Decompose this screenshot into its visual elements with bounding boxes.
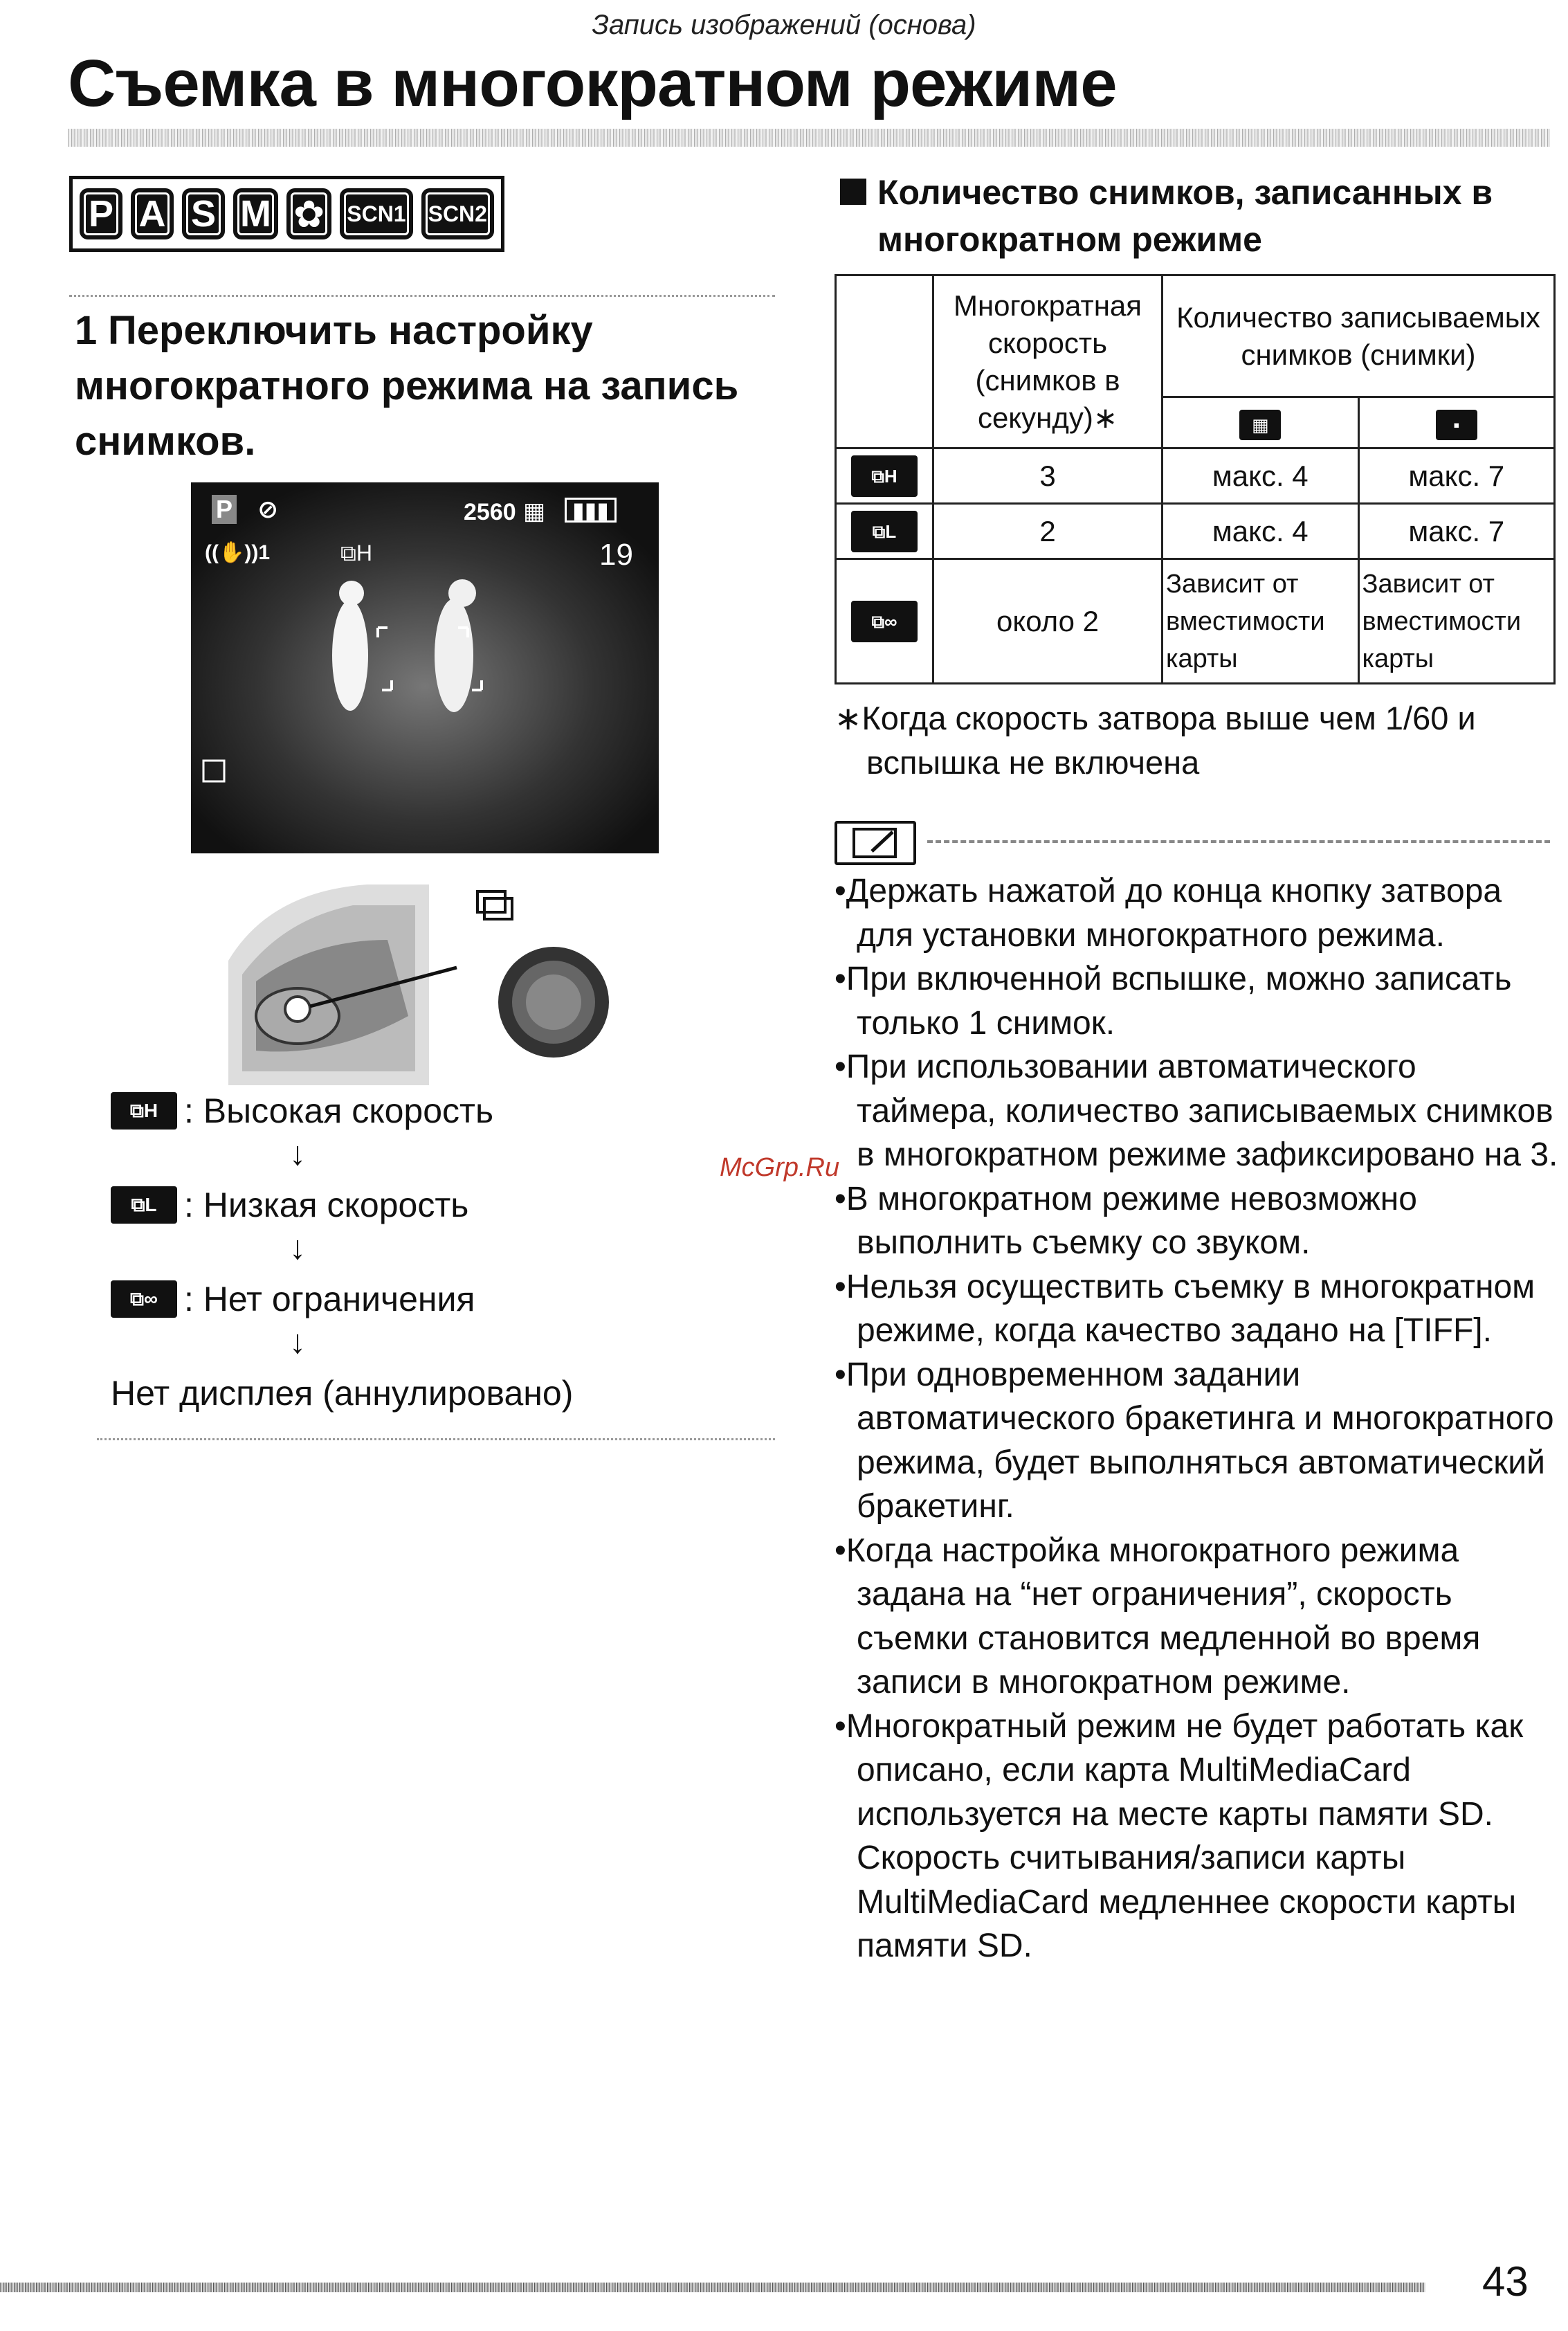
lcd-resolution: 2560 bbox=[464, 499, 516, 525]
step-text: Переключить настройку многократного режима на запись снимков. bbox=[75, 308, 739, 464]
arrow-down-icon: ↓ bbox=[289, 1230, 306, 1267]
table-cell: около 2 bbox=[933, 559, 1163, 684]
table-cell: макс. 7 bbox=[1358, 504, 1555, 559]
memo-pencil-icon bbox=[837, 824, 913, 862]
table-cell: Зависит от вместимости карты bbox=[1163, 559, 1359, 684]
page-title: Съемка в многократном режиме bbox=[68, 46, 1117, 120]
table-cell: Зависит от вместимости карты bbox=[1358, 559, 1555, 684]
list-item: •При включенной вспышке, можно записать только 1 снимок. bbox=[835, 961, 1512, 1042]
col-header-speed: Многократная скорость (снимков в секунду)∗ bbox=[933, 275, 1163, 448]
list-item-label: : Нет ограничения bbox=[184, 1280, 475, 1318]
table-cell: 3 bbox=[933, 448, 1163, 504]
mode-p-icon: P bbox=[80, 188, 122, 239]
divider bbox=[97, 1438, 775, 1440]
table-row bbox=[836, 504, 1555, 559]
burst-low-icon: ⧉L bbox=[111, 1186, 177, 1224]
list-item-label: : Высокая скорость bbox=[184, 1091, 493, 1130]
burst-low-icon: ⧉L bbox=[851, 511, 918, 552]
lcd-mode: P bbox=[212, 495, 237, 524]
row-icon-cell bbox=[836, 448, 933, 504]
divider bbox=[69, 295, 775, 297]
watermark: McGrp.Ru bbox=[720, 1153, 840, 1182]
quality-fine-icon: ▦ bbox=[1239, 410, 1281, 440]
lcd-scene bbox=[191, 482, 659, 853]
scn1-icon: SCN1 bbox=[340, 188, 412, 239]
mode-s-icon: S bbox=[182, 188, 225, 239]
col-header-count: Количество записываемых снимков (снимки) bbox=[1163, 275, 1555, 397]
list-item: •Когда настройка многократного режима задана на “нет ограничения”, скорость съемки становится медленной во время записи в многократном режиме. bbox=[835, 1532, 1481, 1700]
square-bullet-icon bbox=[840, 179, 866, 205]
table-heading bbox=[840, 169, 1553, 263]
scn2-icon: SCN2 bbox=[421, 188, 494, 239]
row-icon-cell bbox=[836, 504, 933, 559]
memo-icon bbox=[835, 821, 916, 865]
burst-unlimited-icon: ⧉∞ bbox=[851, 601, 918, 642]
quality-standard-icon: ▪ bbox=[1436, 410, 1477, 440]
list-end-label: Нет дисплея (аннулировано) bbox=[111, 1374, 574, 1413]
mode-icons-box bbox=[69, 176, 504, 252]
burst-unlimited-icon: ⧉∞ bbox=[111, 1280, 177, 1318]
footer-bar bbox=[0, 2283, 1425, 2292]
burst-high-icon: ⧉H bbox=[851, 455, 918, 497]
table-cell: 2 bbox=[933, 504, 1163, 559]
lcd-shots: 19 bbox=[599, 538, 633, 572]
lcd-burst: ⧉H bbox=[340, 541, 372, 565]
table-heading-text: Количество снимков, записанных в многократном режиме bbox=[877, 173, 1493, 259]
step-1 bbox=[75, 303, 767, 469]
battery-icon: ▮▮▮ bbox=[565, 498, 617, 523]
mode-a-icon: A bbox=[131, 188, 174, 239]
arrow-down-icon: ↓ bbox=[289, 1136, 306, 1172]
macro-icon: ✿ bbox=[286, 188, 331, 239]
divider bbox=[927, 840, 1550, 843]
title-underline bbox=[68, 129, 1550, 147]
list-item-label: : Низкая скорость bbox=[184, 1186, 469, 1224]
table-cell: макс. 4 bbox=[1163, 504, 1359, 559]
arrow-down-icon: ↓ bbox=[289, 1324, 306, 1361]
page-number: 43 bbox=[1482, 2258, 1529, 2305]
col-header-fine bbox=[1163, 397, 1359, 448]
list-item: •Держать нажатой до конца кнопку затвора для установки многократного режима. bbox=[835, 873, 1502, 954]
mode-m-icon: M bbox=[233, 188, 278, 239]
table-row bbox=[836, 559, 1555, 684]
list-item-end bbox=[111, 1373, 573, 1413]
lcd-screen-image bbox=[191, 482, 659, 853]
table-cell: макс. 7 bbox=[1358, 448, 1555, 504]
table-row bbox=[836, 448, 1555, 504]
section-header: Запись изображений (основа) bbox=[592, 10, 976, 40]
list-item: •При использовании автоматического таймера, количество записываемых снимков в многократном режиме зафиксировано на 3. bbox=[835, 1049, 1558, 1173]
camera-dial-illustration bbox=[228, 878, 671, 1085]
step-number: 1 bbox=[75, 308, 98, 353]
col-header-standard bbox=[1358, 397, 1555, 448]
burst-high-icon: ⧉H bbox=[111, 1092, 177, 1130]
list-item bbox=[111, 1185, 468, 1225]
list-item bbox=[111, 1279, 475, 1319]
list-item: •Нельзя осуществить съемку в многократном режиме, когда качество задано на [TIFF]. bbox=[835, 1268, 1535, 1349]
list-item: •При одновременном задании автоматического бракетинга и многократного режима, будет выполняться автоматический бракетинг. bbox=[835, 1356, 1554, 1525]
table-footnote: ∗Когда скорость затвора выше чем 1/60 и вспышка не включена bbox=[835, 700, 1476, 781]
list-item: •В многократном режиме невозможно выполнить съемку со звуком. bbox=[835, 1180, 1417, 1261]
table-cell: макс. 4 bbox=[1163, 448, 1359, 504]
table-corner bbox=[836, 275, 933, 448]
flash-off-icon: ⊘ bbox=[257, 495, 279, 523]
row-icon-cell bbox=[836, 559, 933, 684]
list-item bbox=[111, 1091, 493, 1131]
burst-table bbox=[835, 274, 1556, 684]
quality-icon: ▦ bbox=[523, 498, 546, 525]
lcd-stabilizer: ((✋))1 bbox=[205, 541, 270, 564]
list-item: •Многократный режим не будет работать как описано, если карта MultiMediaCard используется на месте карты памяти SD. Скорость считывания/записи карты MultiMediaCard медленнее скорости карты памяти SD. bbox=[835, 1707, 1524, 1964]
notes-list bbox=[835, 869, 1561, 1968]
